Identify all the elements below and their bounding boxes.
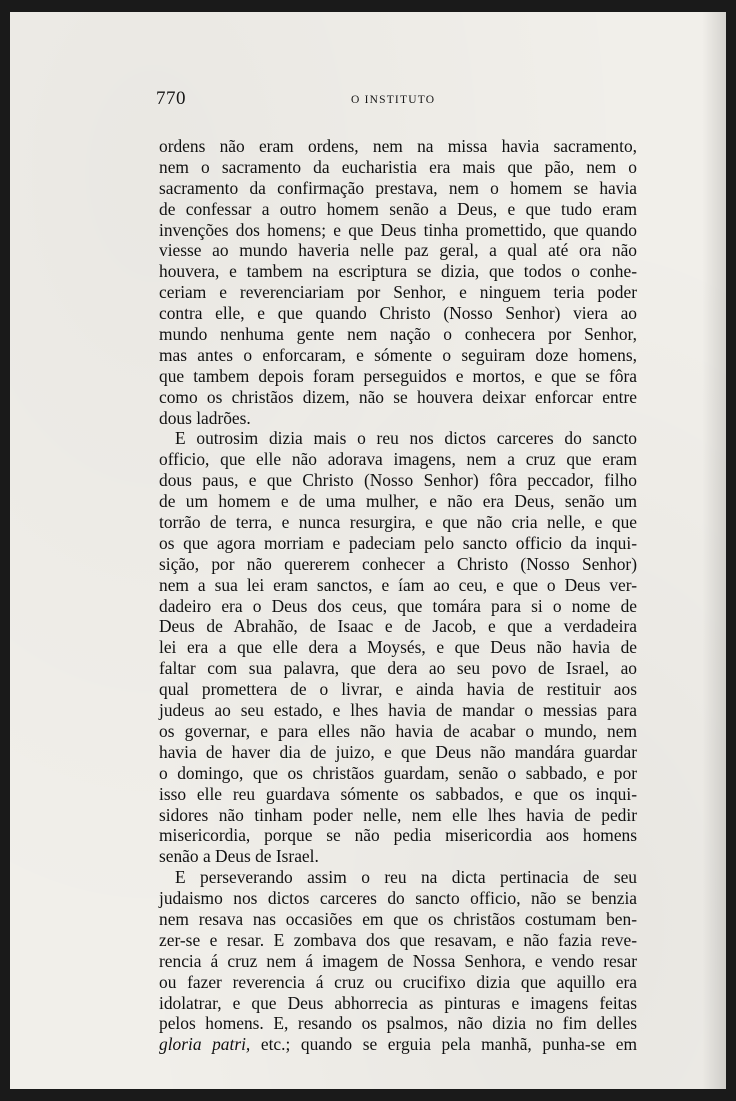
text-line: como os christãos dizem, não se houvera deixar enforcar entre: [159, 386, 637, 407]
text-line: torrão de terra, e nunca resurgira, e que não cria nelle, e que: [159, 512, 637, 533]
text-line: de um homem e de uma mulher, e não era Deus, senão um: [159, 491, 637, 512]
text-line: qual promettera de o livrar, e ainda havia de restituir aos: [159, 679, 637, 700]
paragraph-3: [159, 867, 637, 1055]
text-line: idolatrar, e que Deus abhorrecia as pinturas e imagens feitas: [159, 992, 637, 1013]
text-line: os que agora morriam e padeciam pelo sancto officio da inqui-: [159, 532, 637, 553]
text-line: viesse ao mundo haveria nelle paz geral, a qual até ora não: [159, 240, 637, 261]
text-line: nem a sua lei eram sanctos, e íam ao ceu, e que o Deus ver-: [159, 574, 637, 595]
text-line: dous paus, e que Christo (Nosso Senhor) fôra peccador, filho: [159, 470, 637, 491]
text-line: os governar, e para elles não havia de acabar o mundo, nem: [159, 720, 637, 741]
paragraph-1: [159, 136, 637, 428]
text-line: sacramento da confirmação prestava, nem o homem se havia: [159, 177, 637, 198]
text-line: ordens não eram ordens, nem na missa havia sacramento,: [159, 136, 637, 156]
text-line: pelos homens. E, resando os psalmos, não dizia no fim delles: [159, 1013, 637, 1034]
text-line: faltar com sua palavra, que dera ao seu povo de Israel, ao: [159, 658, 637, 679]
text-line: sição, por não quererem conhecer a Christo (Nosso Senhor): [159, 553, 637, 574]
body-text: [159, 136, 637, 1055]
text-line: ou fazer reverencia á cruz ou crucifixo dizia que aquillo era: [159, 971, 637, 992]
final-line-rest: etc.; quando se erguia pela manhã, punha-se em: [250, 1034, 637, 1055]
text-line-final: [159, 1034, 637, 1055]
text-line: rencia á cruz nem á imagem de Nossa Senhora, e vendo resar: [159, 950, 637, 971]
text-line: houvera, e tambem na escriptura se dizia, que todos o conhe-: [159, 261, 637, 282]
text-line: judeus ao seu estado, e lhes havia de mandar o messias para: [159, 700, 637, 721]
page-header: [10, 88, 726, 114]
text-line: ceriam e reverenciariam por Senhor, e ninguem teria poder: [159, 282, 637, 303]
text-line: judaismo nos dictos carceres do sancto officio, não se benzia: [159, 888, 637, 909]
text-line: senão a Deus de Israel.: [159, 846, 319, 867]
text-line: sidores não tinham poder nelle, nem elle lhes havia de pedir: [159, 804, 637, 825]
text-line: isso elle reu guardava sómente os sabbados, e que os inqui-: [159, 783, 637, 804]
text-line: E perseverando assim o reu na dicta pertinacia de seu: [175, 867, 637, 888]
text-line: o domingo, que os christãos guardam, senão o sabbado, e por: [159, 762, 637, 783]
paragraph-2: [159, 428, 637, 867]
running-title: O INSTITUTO: [351, 94, 436, 106]
latin-phrase: gloria patri,: [159, 1034, 251, 1055]
text-line: nem resava nas occasiões em que os christãos costumam ben-: [159, 908, 637, 929]
text-line: officio, que elle não adorava imagens, nem a cruz que eram: [159, 449, 637, 470]
text-line: de confessar a outro homem senão a Deus, e que tudo eram: [159, 198, 637, 219]
scanned-page: [10, 12, 726, 1089]
text-line: mundo nenhuma gente nem nação o conhecera por Senhor,: [159, 324, 637, 345]
page-edge-shadow: [702, 12, 726, 1089]
text-line: zer-se e resar. E zombava dos que resavam, e não fazia reve-: [159, 929, 637, 950]
text-line: que tambem depois foram perseguidos e mortos, e que se fôra: [159, 365, 637, 386]
text-line: misericordia, porque se não pedia misericordia aos homens: [159, 825, 637, 846]
text-line: nem o sacramento da eucharistia era mais que pão, nem o: [159, 156, 637, 177]
text-line: havia de haver dia de juizo, e que Deus não mandára guardar: [159, 741, 637, 762]
text-line: E outrosim dizia mais o reu nos dictos carceres do sancto: [175, 428, 637, 449]
text-line: contra elle, e que quando Christo (Nosso Senhor) viera ao: [159, 303, 637, 324]
text-line: Deus de Abrahão, de Isaac e de Jacob, e que a verdadeira: [159, 616, 637, 637]
page-number: 770: [156, 88, 186, 109]
text-line: lei era a que elle dera a Moysés, e que Deus não havia de: [159, 637, 637, 658]
text-line: dadeiro era o Deus dos ceus, que tomára para si o nome de: [159, 595, 637, 616]
text-line: invenções dos homens; e que Deus tinha promettido, que quando: [159, 219, 637, 240]
text-line: mas antes o enforcaram, e sómente o seguiram doze homens,: [159, 344, 637, 365]
text-line: dous ladrões.: [159, 407, 251, 428]
